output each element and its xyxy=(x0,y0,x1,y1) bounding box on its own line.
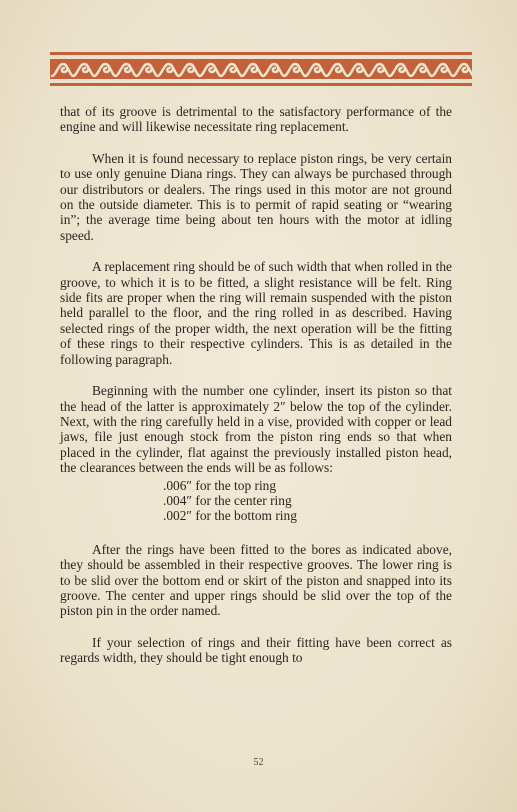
clearance-top-ring: .006″ for the top ring xyxy=(163,477,277,493)
wave-border-ornament xyxy=(50,52,472,86)
clearance-center-ring: .004″ for the center ring xyxy=(163,492,292,508)
paragraph-4: Beginning with the number one cylinder, insert its piston so that the head of the latter is approximately 2″ below the top of the cylinder. Next, with the ring carefully held in a vise, provided with copper or lead jaws, file just enough stock from the piston ring ends so that when placed in the cylinder, flat against the previously installed piston head, the clearances between the ends will be as follows: xyxy=(60,383,452,476)
paragraph-1: that of its groove is detrimental to the satisfactory performance of the engine and will likewise necessitate ring replacement. xyxy=(60,104,452,135)
clearance-list xyxy=(163,478,452,524)
paragraph-2: When it is found necessary to replace piston rings, be very certain to use only genuine Diana rings. They can always be purchased through our distributors or dealers. The rings used in this motor are not ground on the outside diameter. This is to permit of rapid seating or “wearing in”; the average time being about ten hours with the motor at idling speed. xyxy=(60,150,452,243)
paragraph-6: If your selection of rings and their fitting have been correct as regards width, they should be tight enough to xyxy=(60,634,452,666)
clearance-bottom-ring: .002″ for the bottom ring xyxy=(163,508,297,524)
body-text xyxy=(60,104,452,682)
paragraph-5: After the rings have been fitted to the bores as indicated above, they should be assembled in their respective grooves. The lower ring is to be slid over the bottom end or skirt of the piston and snapped into its groove. The center and upper rings should be slid over the top of the piston pin in the order named. xyxy=(60,541,452,619)
page-number: 52 xyxy=(253,757,264,768)
paragraph-3: A replacement ring should be of such width that when rolled in the groove, to which it is to be fitted, a slight resistance will be felt. Ring side fits are proper when the ring will remain suspended with the piston held parallel to the floor, and the ring rolled in as described. Having selected rings of the proper width, the next operation will be the fitting of these rings to their respective cylinders. This is as detailed in the following paragraph. xyxy=(60,259,452,367)
